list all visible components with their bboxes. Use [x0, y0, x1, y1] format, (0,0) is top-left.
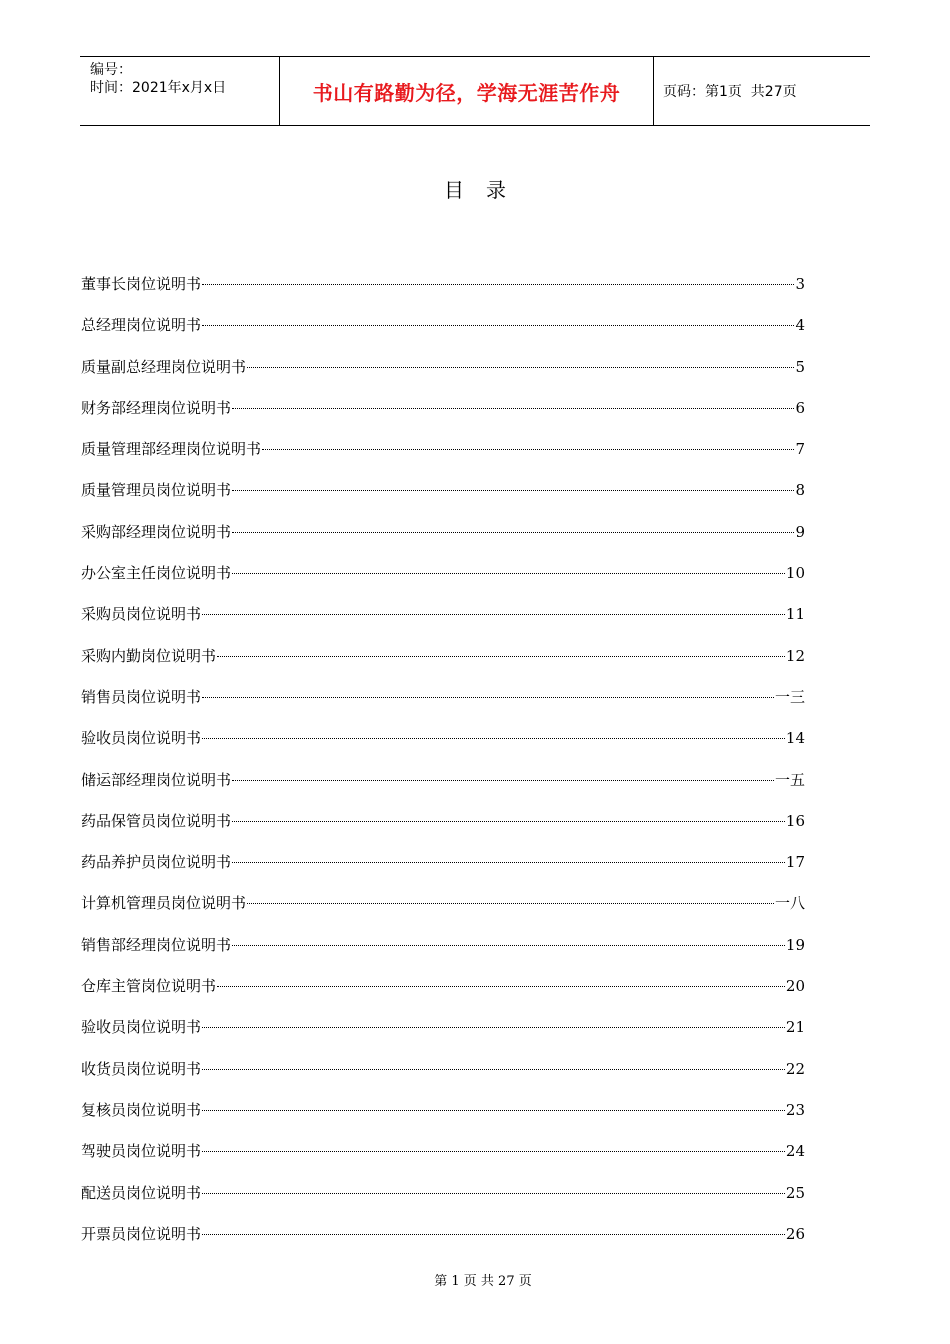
header-meta: [80, 57, 280, 125]
toc-entry[interactable]: [81, 889, 805, 930]
toc-entry-page-number: 7: [795, 440, 805, 459]
toc-dot-leader: [232, 862, 785, 863]
toc-entry-page-number: 4: [795, 316, 805, 335]
toc-entry-label: 配送员岗位说明书: [81, 1183, 202, 1202]
toc-dot-leader: [232, 780, 774, 781]
toc-entry[interactable]: [81, 270, 805, 311]
toc-dot-leader: [247, 903, 774, 904]
toc-dot-leader: [202, 1110, 785, 1111]
toc-entry-page-number: 一八: [774, 894, 805, 913]
toc-entry[interactable]: [81, 353, 805, 394]
toc-entry[interactable]: [81, 972, 805, 1013]
toc-dot-leader: [202, 1151, 785, 1152]
toc-dot-leader: [232, 408, 794, 409]
toc-entry-page-number: 12: [785, 646, 805, 665]
toc-entry-page-number: 一五: [774, 770, 805, 789]
toc-entry-page-number: 11: [785, 605, 805, 624]
toc-entry-page-number: 8: [795, 481, 805, 500]
toc-entry[interactable]: [81, 1055, 805, 1096]
toc-entry[interactable]: [81, 848, 805, 889]
toc-entry-page-number: 23: [785, 1100, 805, 1119]
toc-entry[interactable]: [81, 1013, 805, 1054]
toc-entry-label: 办公室主任岗位说明书: [81, 564, 232, 583]
toc-dot-leader: [202, 284, 794, 285]
toc-entry-page-number: 22: [785, 1059, 805, 1078]
toc-dot-leader: [202, 1234, 785, 1235]
page-title: 目录: [444, 178, 528, 202]
toc-entry[interactable]: [81, 931, 805, 972]
toc-entry-page-number: 9: [795, 522, 805, 541]
toc-entry-page-number: 3: [795, 275, 805, 293]
page-footer: [0, 1270, 950, 1289]
toc-entry[interactable]: [81, 766, 805, 807]
header-page-info: [654, 57, 870, 125]
toc-dot-leader: [247, 367, 794, 368]
document-date-label: 时间：2021年x月x日: [90, 80, 227, 96]
footer-page-number: 第 1 页 共 27 页: [434, 1274, 532, 1289]
toc-entry-label: 开票员岗位说明书: [81, 1224, 202, 1243]
page-header: [80, 56, 870, 126]
toc-entry[interactable]: [81, 683, 805, 724]
toc-entry-label: 采购部经理岗位说明书: [81, 522, 232, 541]
toc-entry-label: 验收员岗位说明书: [81, 1018, 202, 1037]
toc-dot-leader: [202, 325, 794, 326]
toc-entry[interactable]: [81, 600, 805, 641]
toc-entry[interactable]: [81, 476, 805, 517]
toc-entry[interactable]: [81, 311, 805, 352]
toc-dot-leader: [232, 532, 794, 533]
toc-dot-leader: [232, 573, 785, 574]
toc-entry-label: 复核员岗位说明书: [81, 1100, 202, 1119]
toc-dot-leader: [217, 986, 785, 987]
toc-dot-leader: [232, 821, 785, 822]
toc-entry[interactable]: [81, 1179, 805, 1220]
toc-dot-leader: [202, 697, 774, 698]
toc-dot-leader: [232, 490, 794, 491]
toc-entry-label: 质量管理员岗位说明书: [81, 481, 232, 500]
toc-entry[interactable]: [81, 559, 805, 600]
toc-entry[interactable]: [81, 518, 805, 559]
toc-entry-page-number: 26: [785, 1224, 805, 1243]
toc-dot-leader: [202, 1193, 785, 1194]
toc-dot-leader: [202, 738, 785, 739]
toc-entry-label: 药品养护员岗位说明书: [81, 853, 232, 872]
toc-entry-label: 验收员岗位说明书: [81, 729, 202, 748]
toc-entry-label: 采购员岗位说明书: [81, 605, 202, 624]
toc-entry[interactable]: [81, 1096, 805, 1137]
toc-entry-label: 总经理岗位说明书: [81, 316, 202, 335]
toc-dot-leader: [202, 1069, 785, 1070]
toc-entry[interactable]: [81, 642, 805, 683]
toc-entry-page-number: 14: [785, 729, 805, 748]
toc-dot-leader: [217, 656, 785, 657]
toc-entry-label: 销售员岗位说明书: [81, 687, 202, 706]
toc-entry-label: 收货员岗位说明书: [81, 1059, 202, 1078]
toc-entry[interactable]: [81, 394, 805, 435]
toc-entry-label: 采购内勤岗位说明书: [81, 646, 217, 665]
toc-entry-page-number: 21: [785, 1018, 805, 1037]
toc-entry-label: 财务部经理岗位说明书: [81, 398, 232, 417]
toc-entry[interactable]: [81, 435, 805, 476]
toc-entry-label: 质量副总经理岗位说明书: [81, 357, 247, 376]
header-page-info-text: 页码：第1页 共27页: [663, 84, 797, 100]
toc-entry-label: 销售部经理岗位说明书: [81, 935, 232, 954]
toc-entry-page-number: 16: [785, 811, 805, 830]
toc-entry[interactable]: [81, 1220, 805, 1261]
toc-dot-leader: [202, 614, 785, 615]
table-of-contents: [81, 270, 805, 1261]
toc-entry-label: 计算机管理员岗位说明书: [81, 894, 247, 913]
toc-dot-leader: [202, 1027, 785, 1028]
toc-entry-page-number: 24: [785, 1142, 805, 1161]
header-motto: 书山有路勤为径，学海无涯苦作舟: [280, 57, 654, 125]
toc-entry-label: 董事长岗位说明书: [81, 275, 202, 293]
toc-entry-label: 储运部经理岗位说明书: [81, 770, 232, 789]
toc-entry-label: 驾驶员岗位说明书: [81, 1142, 202, 1161]
toc-dot-leader: [232, 945, 785, 946]
toc-entry-page-number: 一三: [774, 687, 805, 706]
toc-entry-page-number: 6: [795, 398, 805, 417]
toc-entry-page-number: 25: [785, 1183, 805, 1202]
toc-dot-leader: [262, 449, 794, 450]
toc-entry[interactable]: [81, 724, 805, 765]
toc-entry-page-number: 19: [785, 935, 805, 954]
toc-entry-label: 仓库主管岗位说明书: [81, 977, 217, 996]
toc-entry[interactable]: [81, 1137, 805, 1178]
toc-entry-page-number: 17: [785, 853, 805, 872]
toc-entry-label: 质量管理部经理岗位说明书: [81, 440, 262, 459]
toc-entry-label: 药品保管员岗位说明书: [81, 811, 232, 830]
toc-entry-page-number: 5: [795, 357, 805, 376]
document-number-label: 编号：: [90, 62, 132, 78]
toc-entry-page-number: 20: [785, 977, 805, 996]
toc-entry-page-number: 10: [785, 564, 805, 583]
toc-entry[interactable]: [81, 807, 805, 848]
